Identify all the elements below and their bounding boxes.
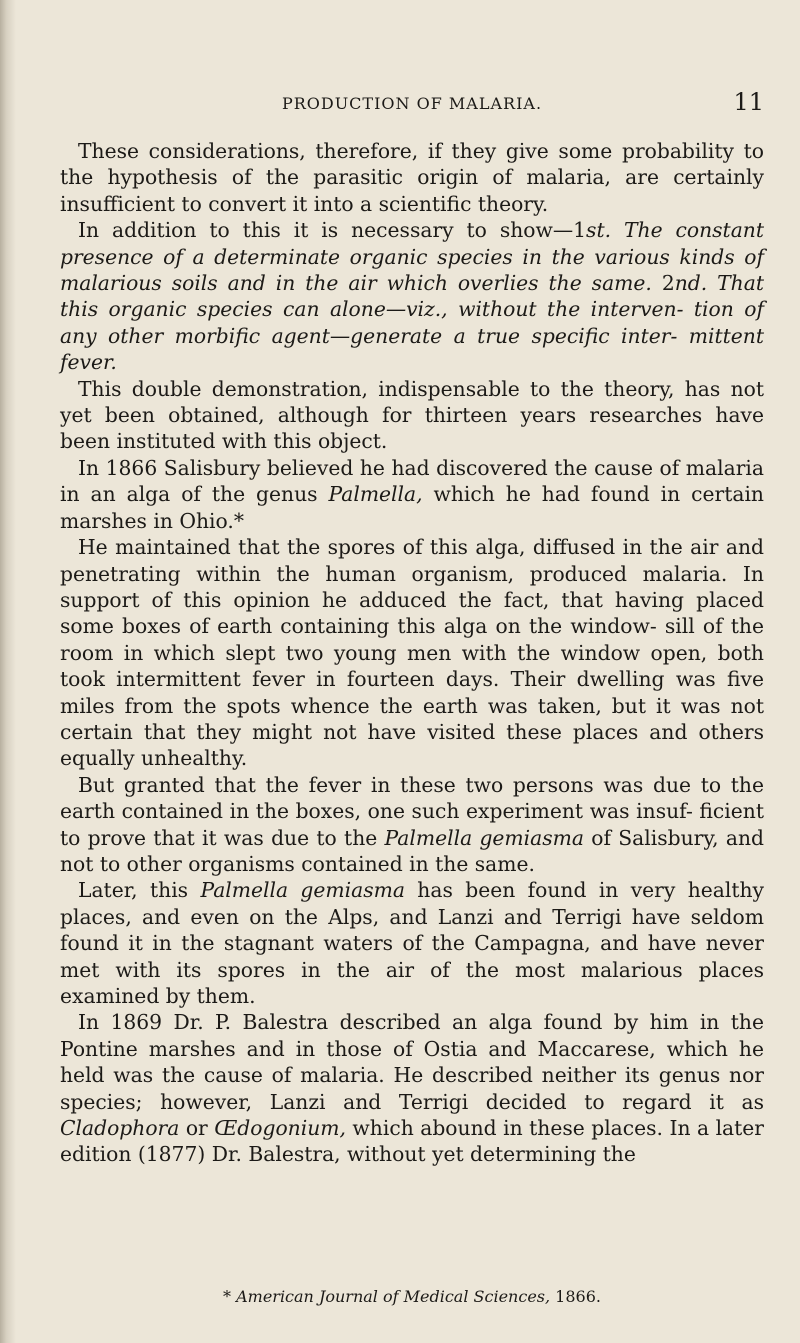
paragraph-6 — [60, 772, 764, 878]
footnote-marker: * — [223, 1287, 237, 1306]
paragraph-5-text: He maintained that the spores of this alga, diffused in the air and penetrating within the human organism, produced malaria. In support of this opinion he adduced the fact, that having placed some boxes of earth containing this alga on the window- sill of the room in which slept two young men with the window open, both took intermittent fever in fourteen days. Their dwelling was five miles from the spots whence the earth was taken, but it was not certain that they might not have visited these places and others equally unhealthy. — [60, 535, 764, 771]
paragraph-4-text-1: In 1866 Salisbury believed he had discovered the cause of malaria in an alga of the genus — [60, 455, 764, 507]
footnote-source: American Journal of Medical Sciences, — [236, 1287, 551, 1306]
paragraph-4-italic-1: Palmella, — [328, 482, 423, 507]
paragraph-7-text-2: has been found in very healthy places, and even on the Alps, and Lanzi and Terrigi have seldom found it in the stagnant waters of the Campagna, and have never met with its spores in the air of the most malarious places examined by them. — [60, 878, 765, 1008]
footnote-year: 1866. — [550, 1287, 601, 1306]
paragraph-3 — [60, 376, 764, 455]
running-title: PRODUCTION OF MALARIA. — [281, 94, 543, 113]
paragraph-8-text-2: or — [179, 1116, 215, 1141]
paragraph-8-italic-2: Œdogonium, — [214, 1116, 346, 1141]
paragraph-5 — [60, 534, 764, 772]
paragraph-1 — [60, 138, 764, 217]
paragraph-2-italic-2: nd. That this organic species can alone—viz., without the interven- tion of any other morbific agent—generate a true specific inter- mittent fever. — [60, 271, 764, 375]
paragraph-2-text-2: 2 — [651, 271, 675, 296]
paragraph-8-text-1: In 1869 Dr. P. Balestra described an alga found by him in the Pontine marshes and in those of Ostia and Maccarese, which he held was the cause of malaria. He described neither its genus nor species; however, Lanzi and Terrigi decided to regard it as — [60, 1010, 764, 1114]
paragraph-8 — [60, 1009, 764, 1167]
paragraph-6-text-1: But granted that the fever in these two persons was due to the earth contained in the boxes, one such experiment was insuf- ficient to prove that it was due to the — [60, 772, 764, 850]
paragraph-4-text-2: which he had found in certain marshes in Ohio.* — [60, 482, 764, 533]
paragraph-6-italic-1: Palmella gemiasma — [384, 825, 584, 850]
paragraph-6-text-2: of Salisbury, and not to other organisms contained in the same. — [60, 825, 764, 876]
paragraph-7-text-1: Later, this — [78, 878, 201, 903]
paragraph-7 — [60, 877, 764, 1009]
page-number: 11 — [733, 88, 764, 116]
running-head — [60, 88, 764, 118]
paragraph-8-italic-1: Cladophora — [60, 1116, 180, 1141]
paragraph-3-text: This double demonstration, indispensable to the theory, has not yet been obtained, although for thirteen years researches have been instituted with this object. — [60, 376, 764, 454]
body-text — [60, 138, 764, 1168]
page-gutter-shadow — [0, 0, 16, 1343]
paragraph-8-text-3: which abound in these places. In a later edition (1877) Dr. Balestra, without yet determining the — [60, 1116, 764, 1167]
footnote — [60, 1287, 764, 1307]
paragraph-4 — [60, 455, 764, 534]
paragraph-7-italic-1: Palmella gemiasma — [200, 878, 405, 903]
paragraph-2-text-1: In addition to this it is necessary to show—1 — [78, 218, 587, 243]
paragraph-1-text: These considerations, therefore, if they give some probability to the hypothesis of the parasitic origin of malaria, are certainly insufficient to convert it into a scientific theory. — [60, 139, 764, 216]
paragraph-2 — [60, 217, 764, 375]
paragraph-2-italic-1: st. The constant presence of a determinate organic species in the various kinds of malarious soils and in the air which overlies the same. — [60, 218, 764, 296]
